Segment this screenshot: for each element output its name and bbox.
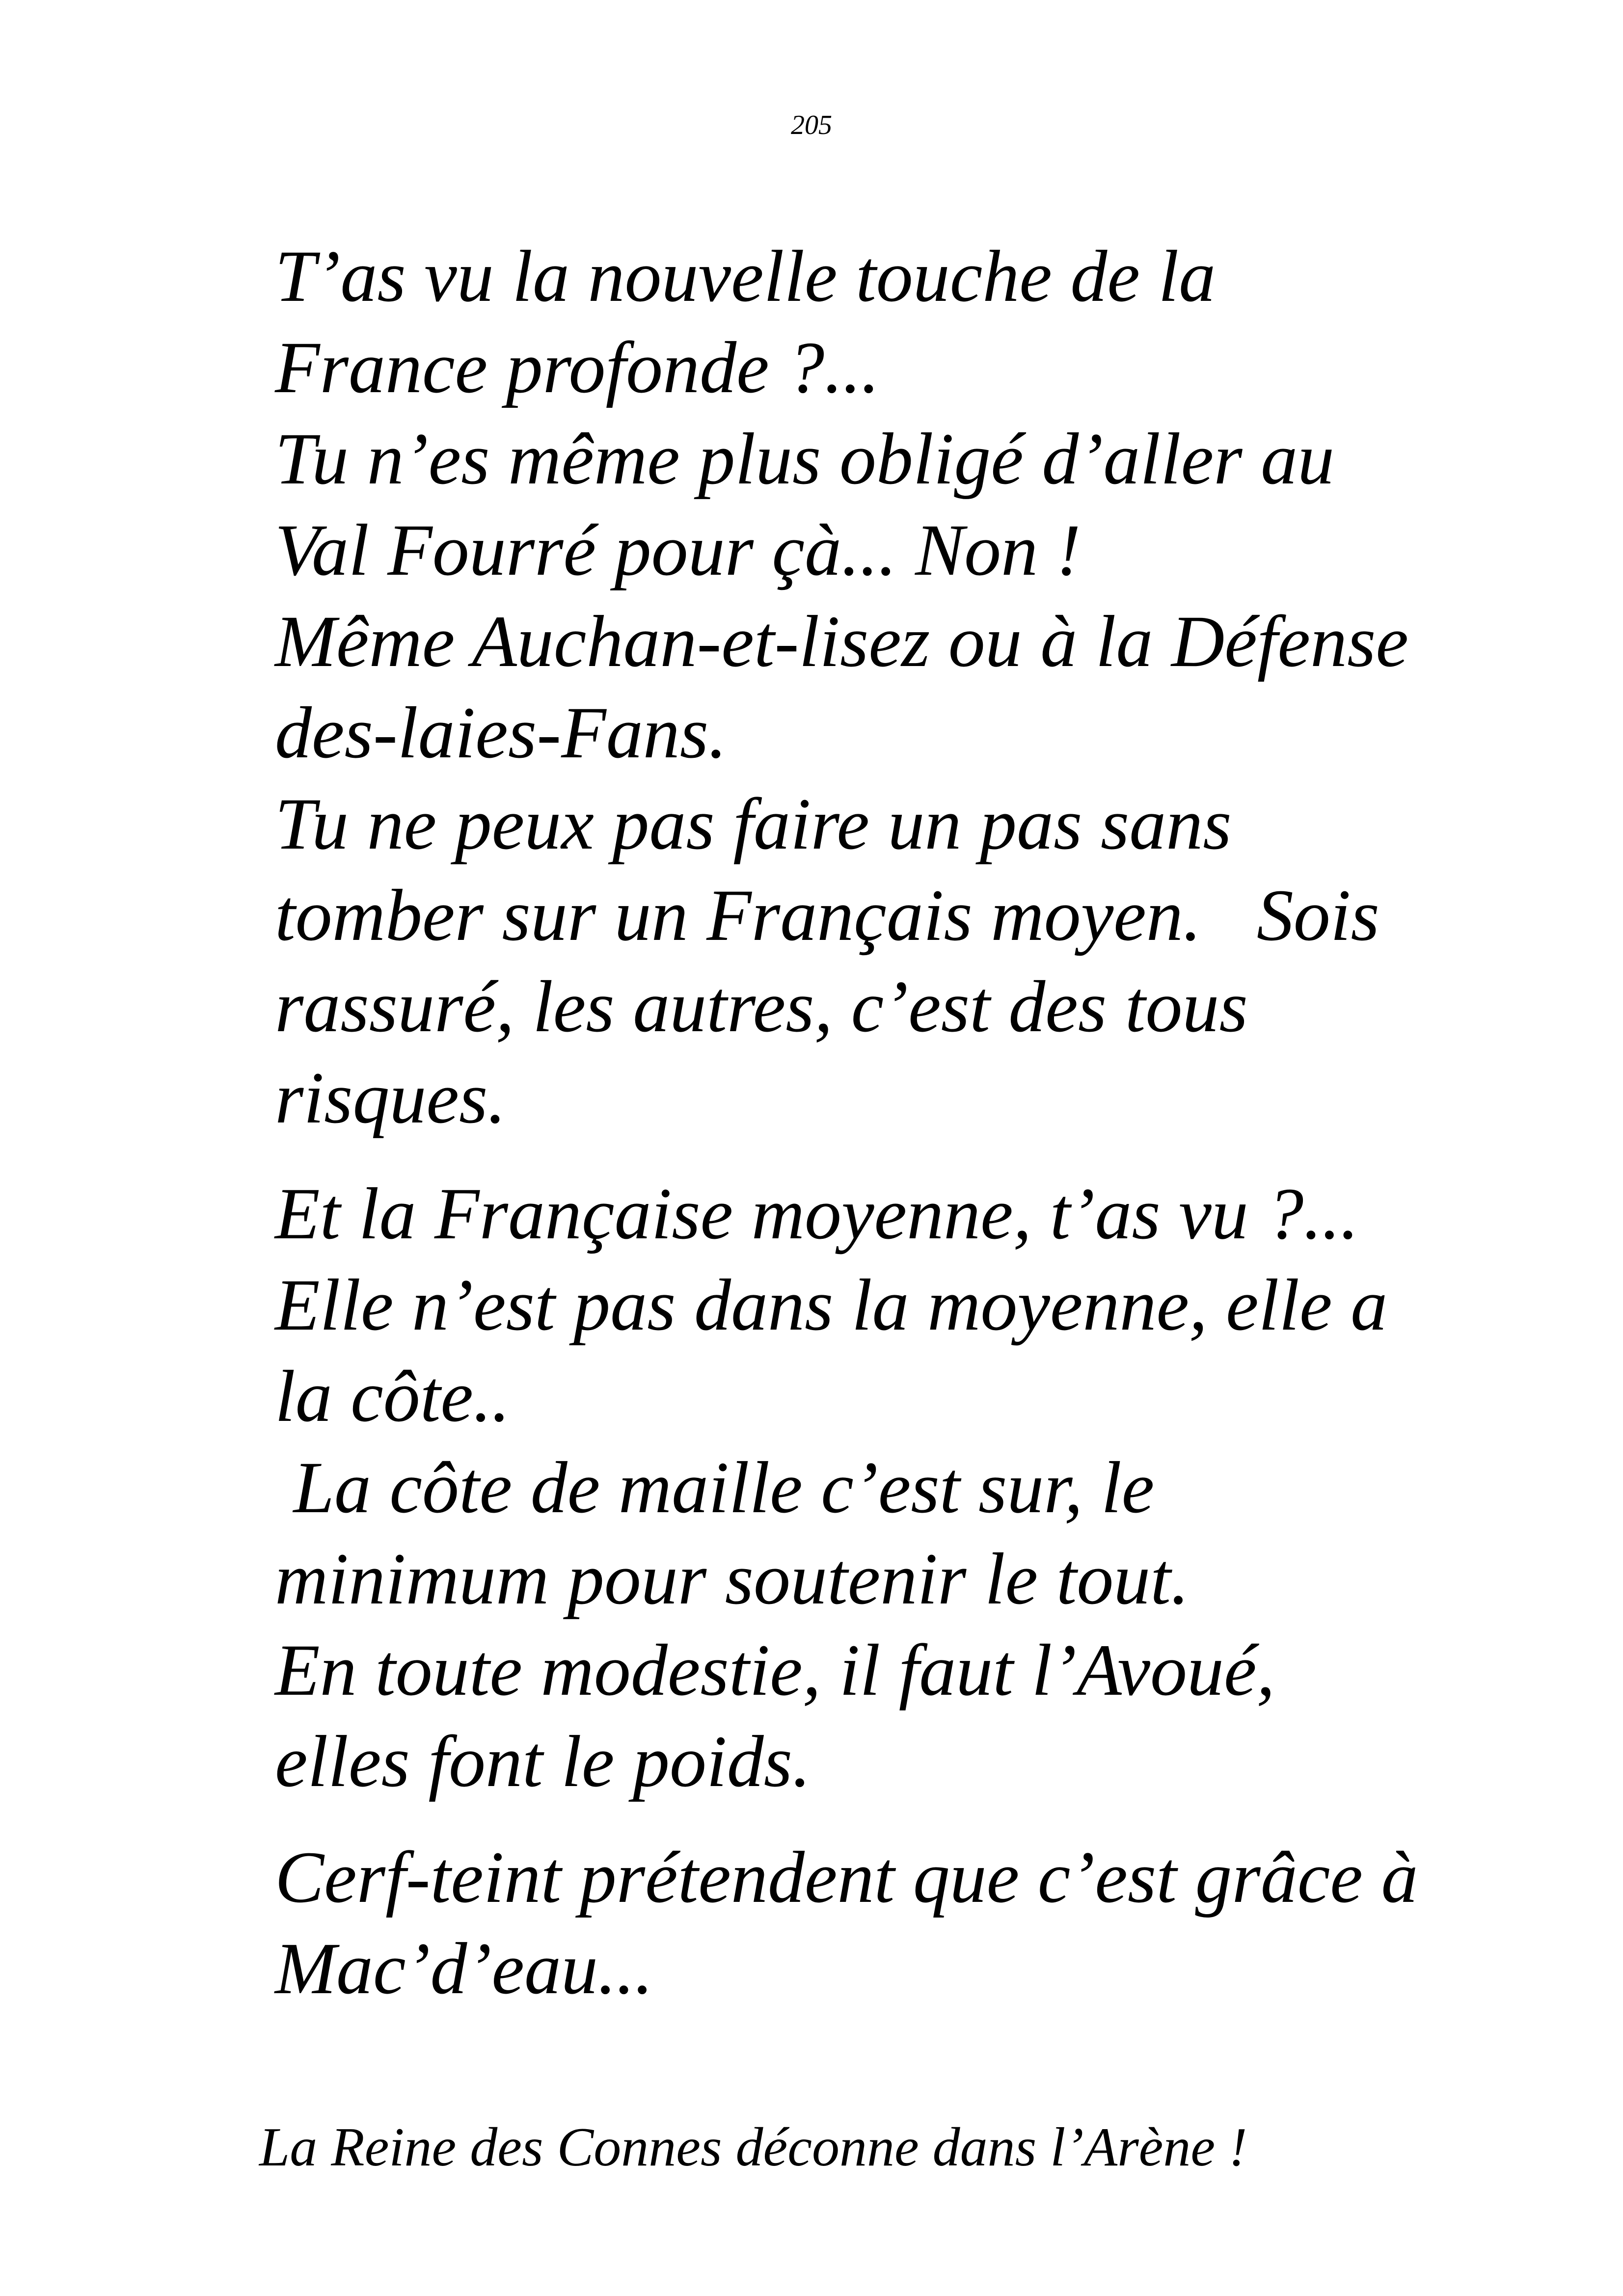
text-line: Val Fourré pour çà... Non !: [275, 509, 1081, 591]
footer-title: La Reine des Connes déconne dans l’Arène !: [259, 2117, 1247, 2178]
text-line: la côte..: [275, 1356, 511, 1437]
text-line: rassuré, les autres, c’est des tous: [275, 966, 1248, 1047]
stanza-1: [275, 231, 1561, 1144]
text-line: Et la Française moyenne, t’as vu ?...: [275, 1173, 1359, 1255]
text-line: Cerf-teint prétendent que c’est grâce à: [275, 1837, 1418, 1918]
text-line: Même Auchan-et-lisez ou à la Défense: [275, 601, 1409, 682]
page-number: 205: [791, 110, 832, 140]
text-line: Tu ne peux pas faire un pas sans: [275, 783, 1232, 865]
stanza-2: [275, 1168, 1561, 1807]
text-line: Tu n’es même plus obligé d’aller au: [275, 418, 1335, 500]
body-text: [275, 231, 1561, 2014]
text-line: des-laies-Fans.: [275, 692, 727, 774]
text-line: France profonde ?...: [275, 327, 880, 408]
stanza-3: [275, 1832, 1561, 2014]
text-line: risques.: [275, 1057, 506, 1139]
text-line: Elle n’est pas dans la moyenne, elle a: [275, 1264, 1388, 1346]
text-line: Mac’d’eau...: [275, 1928, 653, 2009]
text-line: T’as vu la nouvelle touche de la: [275, 236, 1216, 317]
text-line: elles font le poids.: [275, 1721, 811, 1802]
text-line: tomber sur un Français moyen. Sois: [275, 875, 1380, 956]
text-line: minimum pour soutenir le tout.: [275, 1538, 1190, 1620]
text-line: En toute modestie, il faut l’Avoué,: [275, 1629, 1275, 1711]
text-line: La côte de maille c’est sur, le: [275, 1447, 1155, 1528]
